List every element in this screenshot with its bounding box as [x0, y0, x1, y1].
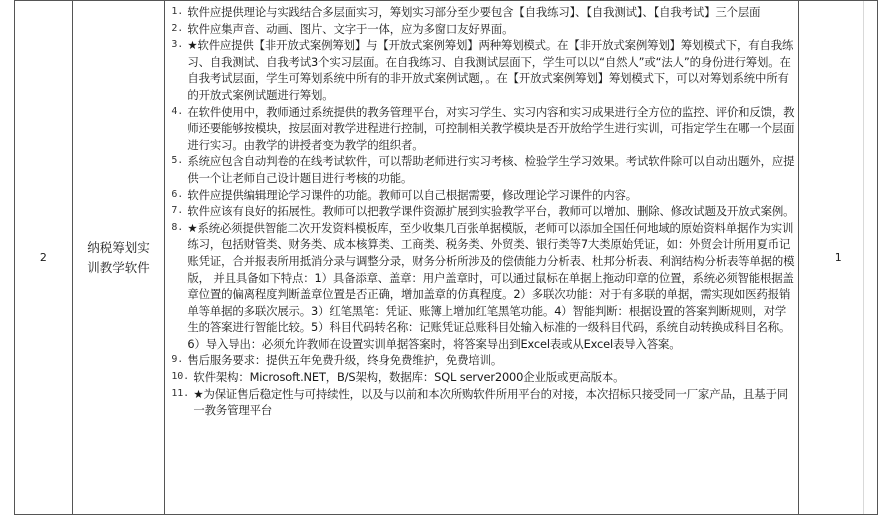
quantity-value: 1: [834, 251, 842, 264]
list-item: 11. ★为保证售后稳定性与可持续性，以及与以前和本次所购软件所用平台的对接，本次招标只接受同一厂家产品，且基于同一教务管理平台: [171, 386, 788, 418]
table-row: [15, 1, 878, 515]
row-index: 2: [39, 251, 47, 264]
row-index-cell[interactable]: [15, 1, 73, 515]
list-item: 6. 软件应提供编辑理论学习课件的功能。教师可以自己根据需要，修改理论学习课件的内容。: [171, 187, 638, 202]
list-item: 7. 软件应该有良好的拓展性。教师可以把教学课件资源扩展到实验教学平台，教师可以增加、删除、修改试题及开放式案例。: [171, 204, 795, 219]
list-item: 8. ★系统必须提供智能二次开发资料模板库，至少收集几百张单据模版，老师可以添加全国任何地域的原始资料单据作为实训练习，包括财管类、财务类、成本核算类、工商类、税务类、外贸类、银行类等7大类原始凭证，如：外贸会计所用夏币记账凭证，合并报表所用抵消分录与调整分录，财务分析所涉及的偿债能力分析表、杜邦分析表、利润结构分析表等单据的模版， 并且具备如下特点：1）具备添章、盖章：用户盖章时，可以通过鼠标在单据上拖动印章的位置，系统必须智能根据盖章位置的偏离程度判断盖章位置是否正确，增加盖章的仿真程度。2）多联次功能：对于有多联的单据，需实现如医药报销单等单据的多联次展示。3）红笔黑笔：凭证、账簿上增加红笔黑笔功能。4）智能判断：根据设置的答案判断规则，对学生的答案进行智能比较。5）科目代码转名称：记账凭证总账科目处输入标准的一级科目代码，系统自动转换成科目名称。6）导入导出：必须允许教师在设置实训单据答案时，将答案导出到Excel表或从Excel表导入答案。: [171, 220, 795, 351]
product-name-cell[interactable]: [72, 1, 165, 515]
requirements-table: [14, 0, 878, 515]
requirements-list: [165, 1, 798, 419]
list-item: 4. 在软件使用中，教师通过系统提供的教务管理平台，对实习学生、实习内容和实习成果进行全方位的监控、评价和反馈，教师还要能够按模块，按层面对教学进程进行控制，可控制相关教学模块是否开放给学生进行实训，可指定学生在哪一个层面进行实习。由教学的讲授者变为教学的组织者。: [171, 104, 795, 152]
quantity-cell[interactable]: [799, 1, 878, 515]
list-item: 9. 售后服务要求：提供五年免费升级，终身免费维护，免费培训。: [171, 353, 503, 368]
list-item: 10. 软件架构：Microsoft.NET，B/S架构，数据库：SQL server2000企业版或更高版本。: [171, 370, 625, 385]
product-name: 纳税筹划实训教学软件: [87, 239, 150, 275]
requirements-cell[interactable]: [165, 1, 799, 515]
list-item: 3. ★软件应提供【非开放式案例筹划】与【开放式案例筹划】两种筹划模式。在【非开放式案例筹划】筹划模式下，有自我练习、自我测试、自我考试3个实习层面。在自我练习、自我测试层面下，学生可以以“自然人”或“法人”的身份进行筹划。在自我考试层面，学生可筹划系统中所有的非开放式案例试题，。在【开放式案例筹划】筹划模式下，可以对筹划系统中所有的开放式案例试题进行筹划。: [171, 38, 794, 102]
list-item: 2. 软件应集声音、动画、图片、文字于一体，应为多窗口友好界面。: [171, 21, 514, 36]
list-item: 5. 系统应包含自动判卷的在线考试软件，可以帮助老师进行实习考核、检验学生学习效果。考试软件除可以自动出题外，应提供一个让老师自己设计题目进行考核的功能。: [171, 154, 795, 185]
list-item: 1. 软件应提供理论与实践结合多层面实习，筹划实习部分至少要包含【自我练习】、【自我测试】、【自我考试】三个层面: [171, 5, 761, 19]
